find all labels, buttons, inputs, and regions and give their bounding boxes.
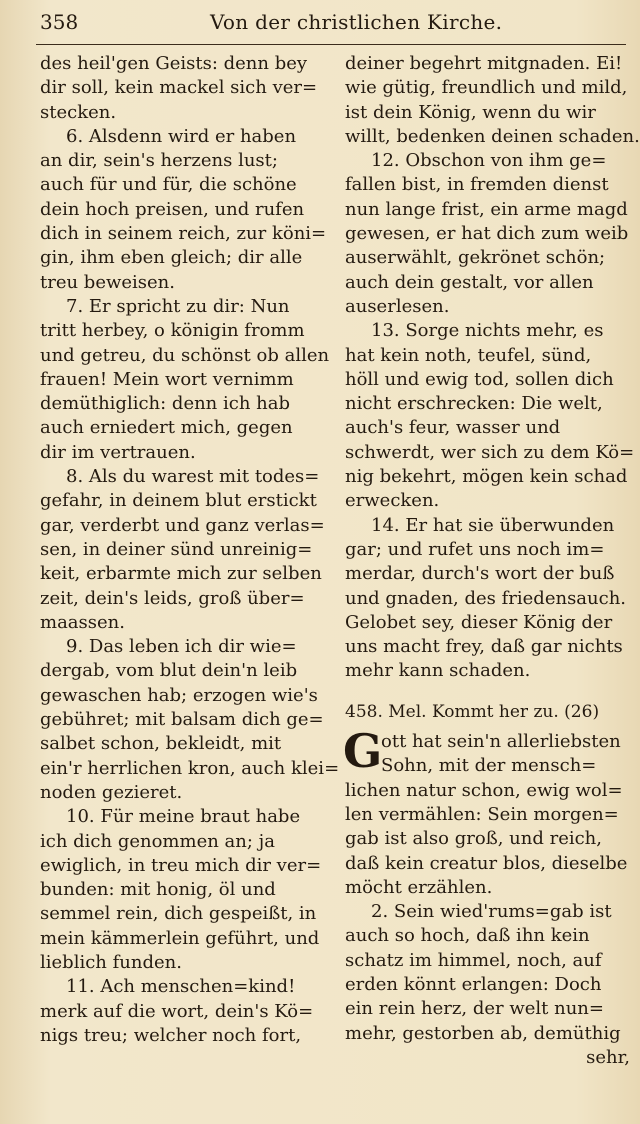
- text-line: salbet schon, bekleidt, mit: [40, 733, 282, 755]
- text-line: ein'r herrlichen kron, auch klei=: [40, 757, 340, 779]
- verse-12-start: 12. Obschon von ihm ge=: [371, 150, 607, 172]
- text-line: dir im vertrauen.: [40, 441, 196, 463]
- text-line: ewiglich, in treu mich dir ver=: [40, 854, 322, 876]
- text-line: mein kämmerlein geführt, und: [40, 927, 320, 949]
- right-column: [343, 52, 640, 1070]
- text-line: dir soll, kein mackel sich ver=: [40, 77, 318, 99]
- text-line: nun lange frist, ein arme magd: [345, 198, 628, 220]
- verse-2-start: 2. Sein wied'rums=gab ist: [371, 901, 612, 923]
- catchword: sehr,: [586, 1046, 630, 1068]
- text-line: hat kein noth, teufel, sünd,: [345, 344, 592, 366]
- hymn-heading: 458. Mel. Kommt her zu. (26): [345, 701, 600, 722]
- text-line: zeit, dein's leids, groß über=: [40, 587, 305, 609]
- text-line: demüthiglich: denn ich hab: [40, 393, 290, 415]
- text-line: mehr, gestorben ab, demüthig: [345, 1022, 621, 1044]
- text-line: auch erniedert mich, gegen: [40, 417, 293, 439]
- text-line: gewaschen hab; erzogen wie's: [40, 684, 318, 706]
- text-line: gewesen, er hat dich zum weib: [345, 223, 629, 245]
- text-line: auch so hoch, daß ihn kein: [345, 925, 590, 947]
- text-line: des heil'gen Geists: denn bey: [40, 53, 308, 74]
- text-line: erden könnt erlangen: Doch: [345, 973, 602, 995]
- text-line: sen, in deiner sünd unreinig=: [40, 538, 313, 560]
- text-line: lichen natur schon, ewig wol=: [345, 779, 623, 801]
- drop-cap: G: [343, 724, 383, 779]
- text-line: ott hat sein'n allerliebsten: [381, 731, 621, 753]
- hymn-458-text: [343, 724, 630, 1070]
- text-line: höll und ewig tod, sollen dich: [345, 368, 614, 390]
- verse-10-start: 10. Für meine braut habe: [66, 806, 301, 828]
- text-line: schatz im himmel, noch, auf: [345, 949, 602, 971]
- text-line: auch's feur, wasser und: [345, 417, 561, 439]
- text-line: maassen.: [40, 611, 125, 633]
- verse-7-start: 7. Er spricht zu dir: Nun: [66, 295, 290, 317]
- text-line: deiner begehrt mitgnaden. Ei!: [345, 53, 623, 74]
- text-line: gab ist also groß, und reich,: [345, 828, 603, 850]
- text-line: nig bekehrt, mögen kein schad: [345, 466, 628, 488]
- text-line: gar, verderbt und ganz verlas=: [40, 514, 325, 536]
- text-line: auserlesen.: [345, 295, 450, 317]
- verse-14-start: 14. Er hat sie überwunden: [371, 514, 615, 536]
- left-column: [40, 52, 340, 1048]
- page-number: 358: [40, 10, 79, 34]
- text-line: merk auf die wort, dein's Kö=: [40, 1000, 314, 1022]
- running-title: Von der christlichen Kirche.: [210, 10, 503, 34]
- text-line: dein hoch preisen, und rufen: [40, 198, 305, 220]
- verse-13-start: 13. Sorge nichts mehr, es: [371, 320, 604, 342]
- text-line: uns macht frey, daß gar nichts: [345, 636, 623, 658]
- text-line: mehr kann schaden.: [345, 660, 531, 682]
- text-line: Sohn, mit der mensch=: [381, 755, 597, 777]
- text-line: Gelobet sey, dieser König der: [345, 611, 613, 633]
- text-line: ein rein herz, der welt nun=: [345, 998, 604, 1020]
- text-line: auch für und für, die schöne: [40, 174, 297, 196]
- text-line: frauen! Mein wort vernimm: [40, 368, 294, 390]
- text-line: gin, ihm eben gleich; dir alle: [40, 247, 303, 269]
- text-line: schwerdt, wer sich zu dem Kö=: [345, 441, 635, 463]
- text-line: und getreu, du schönst ob allen: [40, 344, 330, 366]
- text-line: nigs treu; welcher noch fort,: [40, 1024, 302, 1046]
- text-line: daß kein creatur blos, dieselbe: [345, 852, 628, 874]
- verse-6-start: 6. Alsdenn wird er haben: [66, 125, 297, 147]
- verse-8-start: 8. Als du warest mit todes=: [66, 466, 320, 488]
- text-line: stecken.: [40, 101, 117, 123]
- text-line: ich dich genommen an; ja: [40, 830, 275, 852]
- text-line: und gnaden, des friedensauch.: [345, 587, 627, 609]
- text-line: bunden: mit honig, öl und: [40, 879, 276, 901]
- text-line: auserwählt, gekrönet schön;: [345, 247, 606, 269]
- text-line: noden gezieret.: [40, 781, 183, 803]
- text-line: möcht erzählen.: [345, 876, 493, 898]
- text-line: nicht erschrecken: Die welt,: [345, 393, 603, 415]
- text-line: tritt herbey, o königin fromm: [40, 320, 305, 342]
- text-line: wie gütig, freundlich und mild,: [345, 77, 628, 99]
- text-line: erwecken.: [345, 490, 440, 512]
- text-line: dergab, vom blut dein'n leib: [40, 660, 298, 682]
- text-line: gebühret; mit balsam dich ge=: [40, 709, 324, 731]
- text-line: gar; und rufet uns noch im=: [345, 538, 605, 560]
- text-line: merdar, durch's wort der buß: [345, 563, 615, 585]
- text-line: treu beweisen.: [40, 271, 175, 293]
- text-line: dich in seinem reich, zur köni=: [40, 223, 327, 245]
- text-line: willt, bedenken deinen schaden.: [345, 125, 640, 147]
- text-line: auch dein gestalt, vor allen: [345, 271, 594, 293]
- header-rule: [36, 44, 626, 45]
- text-line: ist dein König, wenn du wir: [345, 101, 596, 123]
- text-line: fallen bist, in fremden dienst: [345, 174, 609, 196]
- verse-11-start: 11. Ach menschen=kind!: [66, 976, 296, 998]
- text-line: keit, erbarmte mich zur selben: [40, 563, 322, 585]
- text-line: lieblich funden.: [40, 951, 182, 973]
- text-line: semmel rein, dich gespeißt, in: [40, 903, 317, 925]
- page-header: [40, 4, 620, 44]
- verse-9-start: 9. Das leben ich dir wie=: [66, 636, 297, 658]
- text-line: len vermählen: Sein morgen=: [345, 803, 619, 825]
- text-line: an dir, sein's herzens lust;: [40, 150, 278, 172]
- text-line: gefahr, in deinem blut erstickt: [40, 490, 317, 512]
